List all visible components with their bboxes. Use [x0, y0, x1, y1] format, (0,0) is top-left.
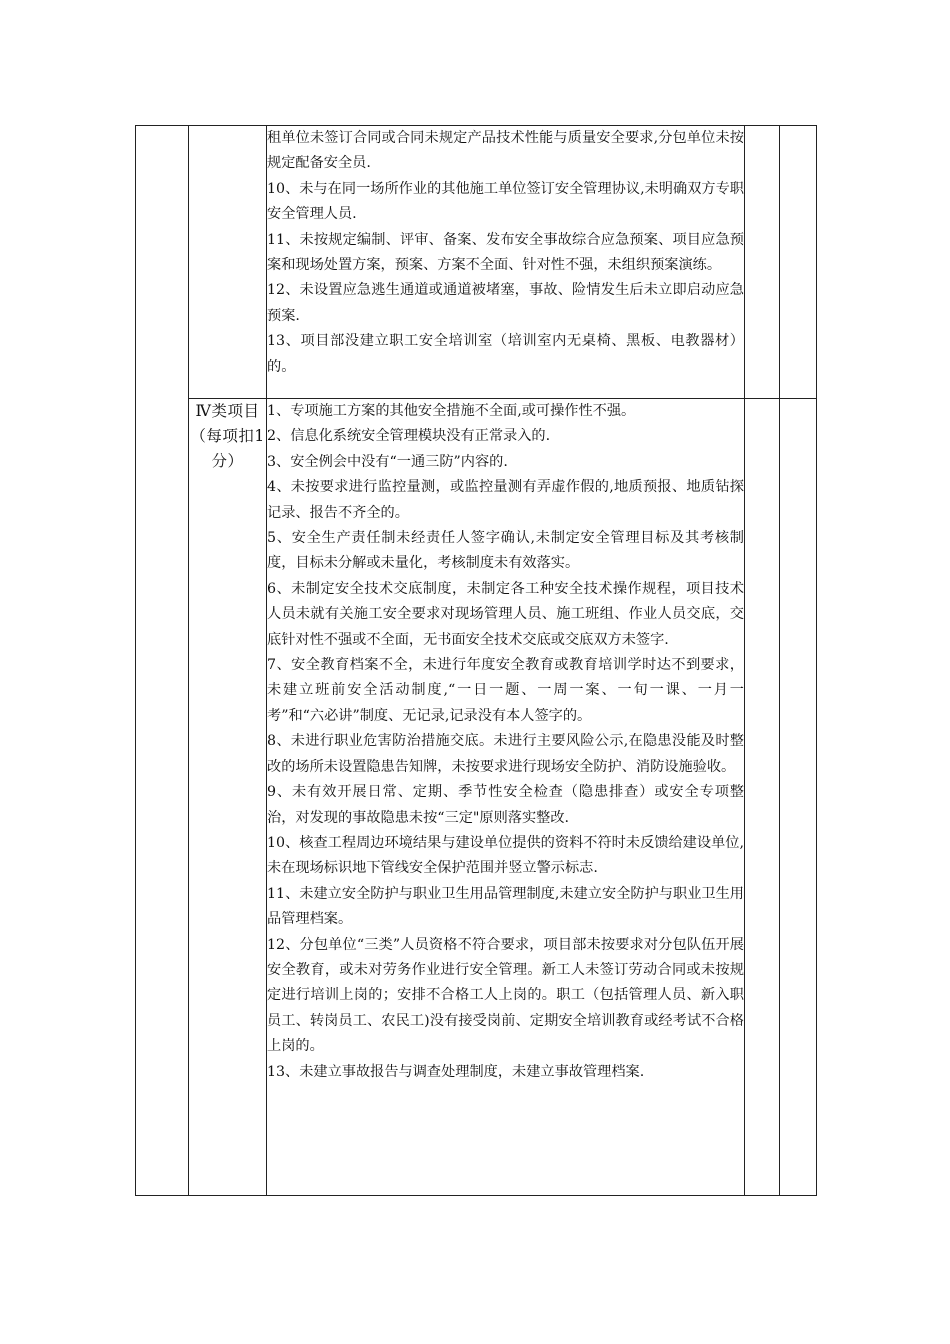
- list-item: 6、未制定安全技术交底制度，未制定各工种安全技术操作规程，项目技术人员未就有关施工安全要求对现场管理人员、施工班组、作业人员交底，交底针对性不强或不全面，无书面安全技术交底或交底双方未签字.: [267, 580, 744, 648]
- list-item: 13、未建立事故报告与调查处理制度，未建立事故管理档案.: [267, 1063, 645, 1080]
- list-item: 11、未按规定编制、评审、备案、发布安全事故综合应急预案、项目应急预案和现场处置方案，预案、方案不全面、针对性不强，未组织预案演练。: [267, 231, 744, 274]
- list-item: 租单位未签订合同或合同未规定产品技术性能与质量安全要求,分包单位未按规定配备安全员.: [267, 130, 744, 172]
- items-cell: [267, 399, 745, 1196]
- list-item: 12、分包单位“三类”人员资格不符合要求，项目部未按要求对分包队伍开展安全教育，或未对劳务作业进行安全管理。新工人未签订劳动合同或未按规定进行培训上岗的；安排不合格工人上岗的。职工（包括管理人员、新入职员工、转岗员工、农民工)没有接受岗前、定期安全培训教育或经考试不合格上岗的。: [267, 936, 744, 1055]
- list-item: 11、未建立安全防护与职业卫生用品管理制度,未建立安全防护与职业卫生用品管理档案。: [267, 885, 744, 928]
- list-item: 7、安全教育档案不全，未进行年度安全教育或教育培训学时达不到要求，未建立班前安全活动制度,“一日一题、一周一案、一旬一课、一月一考”和“六必讲”制度、无记录,记录没有本人签字的。: [267, 657, 744, 724]
- remark-cell: [780, 399, 817, 1196]
- category-cell: [189, 399, 267, 1196]
- items-cell: [267, 126, 745, 399]
- table-row: [136, 126, 817, 399]
- list-item: 1、专项施工方案的其他安全措施不全面,或可操作性不强。: [267, 403, 636, 419]
- group-cell: [136, 126, 189, 1196]
- table-row: [136, 399, 817, 1196]
- score-cell: [745, 126, 780, 399]
- list-item: 13、项目部没建立职工安全培训室（培训室内无桌椅、黑板、电教器材）的。: [267, 333, 744, 375]
- list-item: 5、安全生产责任制未经责任人签字确认,未制定安全管理目标及其考核制度，目标未分解或未量化，考核制度未有效落实。: [267, 530, 744, 572]
- list-item: 10、未与在同一场所作业的其他施工单位签订安全管理协议,未明确双方专职安全管理人员.: [267, 180, 744, 223]
- score-cell: [745, 399, 780, 1196]
- list-item: 3、安全例会中没有“一通三防”内容的.: [267, 453, 508, 470]
- list-item: 2、信息化系统安全管理模块没有正常录入的.: [267, 428, 551, 445]
- list-item: 9、未有效开展日常、定期、季节性安全检查（隐患排查）或安全专项整治，对发现的事故隐患未按“三定"原则落实整改.: [267, 784, 744, 826]
- list-item: 8、未进行职业危害防治措施交底。未进行主要风险公示,在隐患没能及时整改的场所未设置隐患告知牌，未按要求进行现场安全防护、消防设施验收。: [267, 733, 744, 775]
- list-item: 12、未设置应急逃生通道或通道被堵塞，事故、险情发生后未立即启动应急预案.: [267, 282, 744, 324]
- category-label: Ⅳ类项目（每项扣1分）: [190, 402, 265, 470]
- category-cell: [189, 126, 267, 399]
- list-item: 4、未按要求进行监控量测，或监控量测有弄虚作假的,地质预报、地质钻探记录、报告不齐全的。: [267, 479, 744, 521]
- list-item: 10、核查工程周边环境结果与建设单位提供的资料不符时未反馈给建设单位,未在现场标识地下管线安全保护范围并竖立警示标志.: [267, 834, 744, 877]
- remark-cell: [780, 126, 817, 399]
- inspection-table: [135, 125, 817, 1196]
